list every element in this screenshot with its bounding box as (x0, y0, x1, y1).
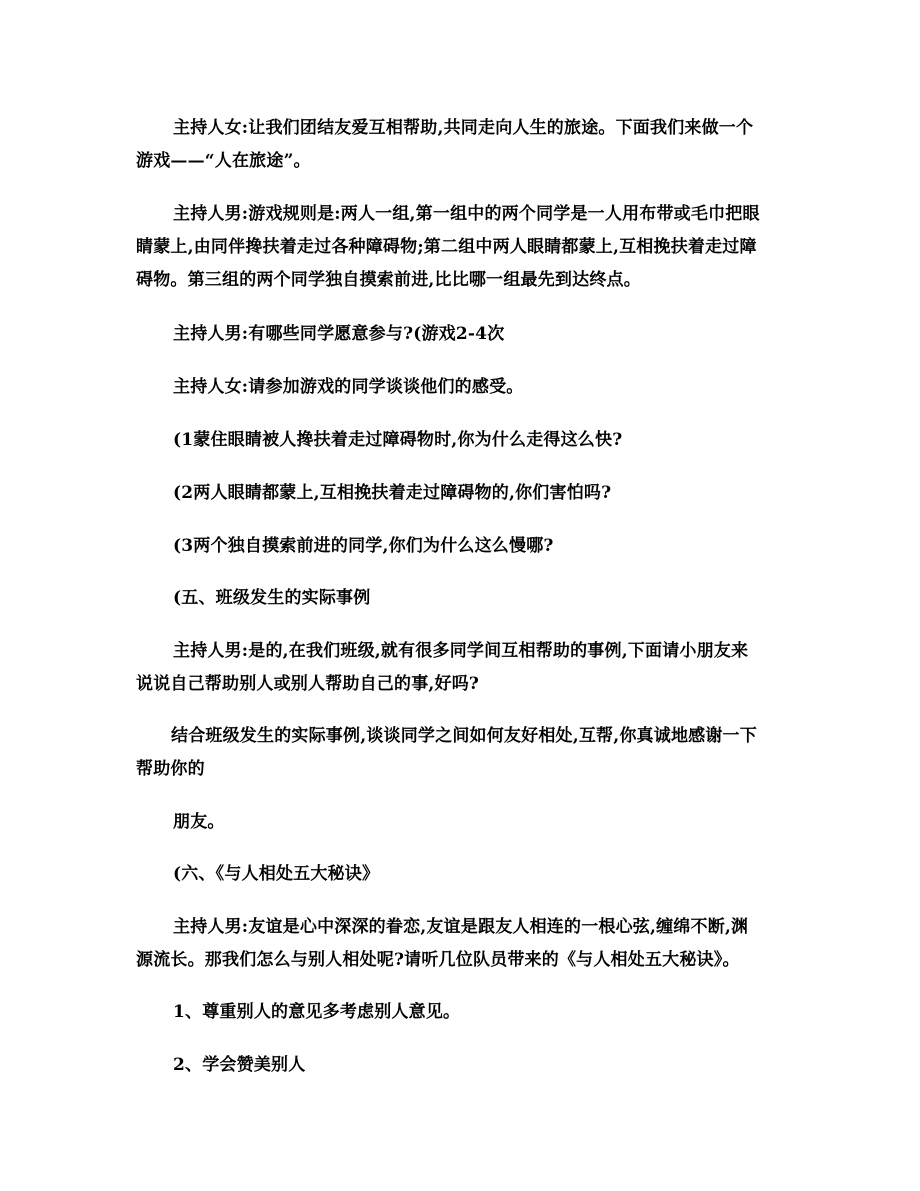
paragraph-who-participates (173, 318, 793, 351)
section-heading-five (173, 582, 793, 615)
text-line: 源流长。那我们怎么与别人相处呢?请听几位队员带来的《与人相处五大秘诀》。 (136, 950, 740, 970)
text-line: (3两个独自摸索前进的同学,你们为什么这么慢哪? (173, 536, 554, 556)
paragraph-class-examples (136, 635, 793, 701)
text-line: 朋友。 (173, 812, 225, 832)
text-line: 睛蒙上,由同伴搀扶着走过各种障碍物;第二组中两人眼睛都蒙上,互相挽扶着走过障 (136, 237, 757, 257)
text-line: 主持人男:游戏规则是:两人一组,第一组中的两个同学是一人用布带或毛巾把眼 (173, 204, 760, 224)
list-item-secret-2 (173, 1049, 793, 1082)
paragraph-share-feelings (173, 371, 793, 404)
paragraph-game-rules (136, 198, 793, 297)
paragraph-question-1 (173, 424, 793, 457)
paragraph-question-3 (173, 530, 793, 563)
text-line: (1蒙住眼睛被人搀扶着走过障碍物时,你为什么走得这么快? (173, 430, 623, 450)
section-heading-six (173, 858, 793, 891)
paragraph-host-female-intro (136, 112, 793, 178)
paragraph-friendship (136, 911, 793, 977)
text-line: (2两人眼睛都蒙上,互相挽扶着走过障碍物的,你们害怕吗? (173, 483, 612, 503)
paragraph-thank-friends (136, 720, 793, 786)
text-line: 主持人男:是的,在我们班级,就有很多同学间互相帮助的事例,下面请小朋友来 (173, 641, 749, 661)
text-line: 主持人女:让我们团结友爱互相帮助,共同走向人生的旅途。下面我们来做一个 (173, 118, 754, 138)
text-line: (五、班级发生的实际事例 (173, 588, 371, 608)
text-line: 2、学会赞美别人 (173, 1055, 306, 1075)
text-line: (六、《与人相处五大秘诀》 (173, 864, 380, 884)
text-line: 主持人男:友谊是心中深深的眷恋,友谊是跟友人相连的一根心弦,缠绵不断,渊 (173, 917, 749, 937)
text-line: 碍物。第三组的两个同学独自摸索前进,比比哪一组最先到达终点。 (136, 270, 641, 290)
list-item-secret-1 (173, 996, 793, 1029)
text-line: 结合班级发生的实际事例,谈谈同学之间如何友好相处,互帮,你真诚地感谢一下 (171, 726, 757, 746)
text-line: 主持人女:请参加游戏的同学谈谈他们的感受。 (173, 377, 524, 397)
text-line: 主持人男:有哪些同学愿意参与?(游戏2-4次 (173, 324, 505, 344)
text-line: 游戏——“人在旅途”。 (136, 151, 311, 171)
text-line: 说说自己帮助别人或别人帮助自己的事,好吗? (136, 674, 480, 694)
text-line: 1、尊重别人的意见多考虑别人意见。 (173, 1002, 461, 1022)
paragraph-friends (173, 806, 793, 839)
text-line: 帮助你的 (136, 759, 205, 779)
paragraph-question-2 (173, 477, 793, 510)
